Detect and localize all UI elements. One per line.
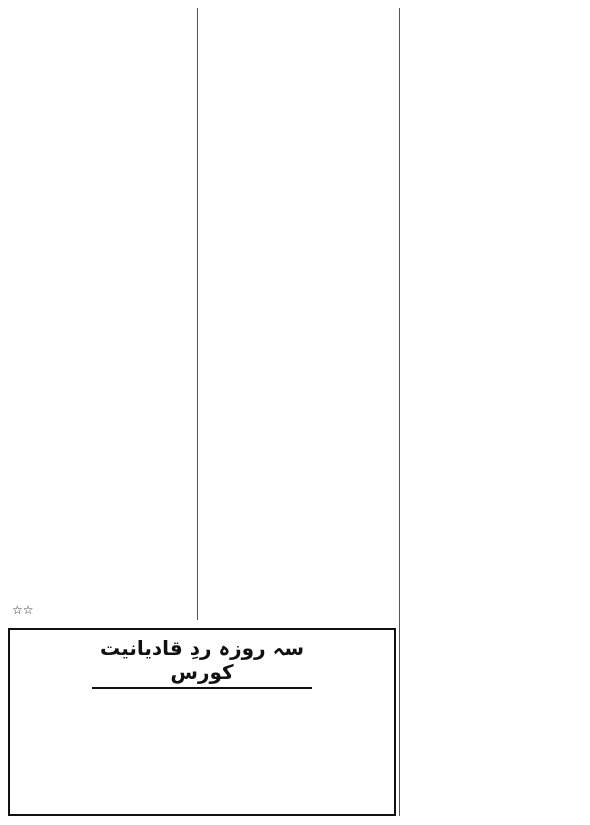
announcement-body — [18, 695, 386, 825]
course-announcement-box — [8, 628, 396, 816]
column-rule — [197, 8, 198, 620]
column-rule — [399, 8, 400, 816]
article-column-middle — [200, 8, 396, 626]
announcement-title: سہ روزہ ردِ قادیانیت کورس — [92, 636, 312, 689]
article-column-left — [8, 8, 194, 566]
article-column-right — [404, 8, 584, 816]
end-ornament: ☆☆ — [12, 603, 34, 617]
